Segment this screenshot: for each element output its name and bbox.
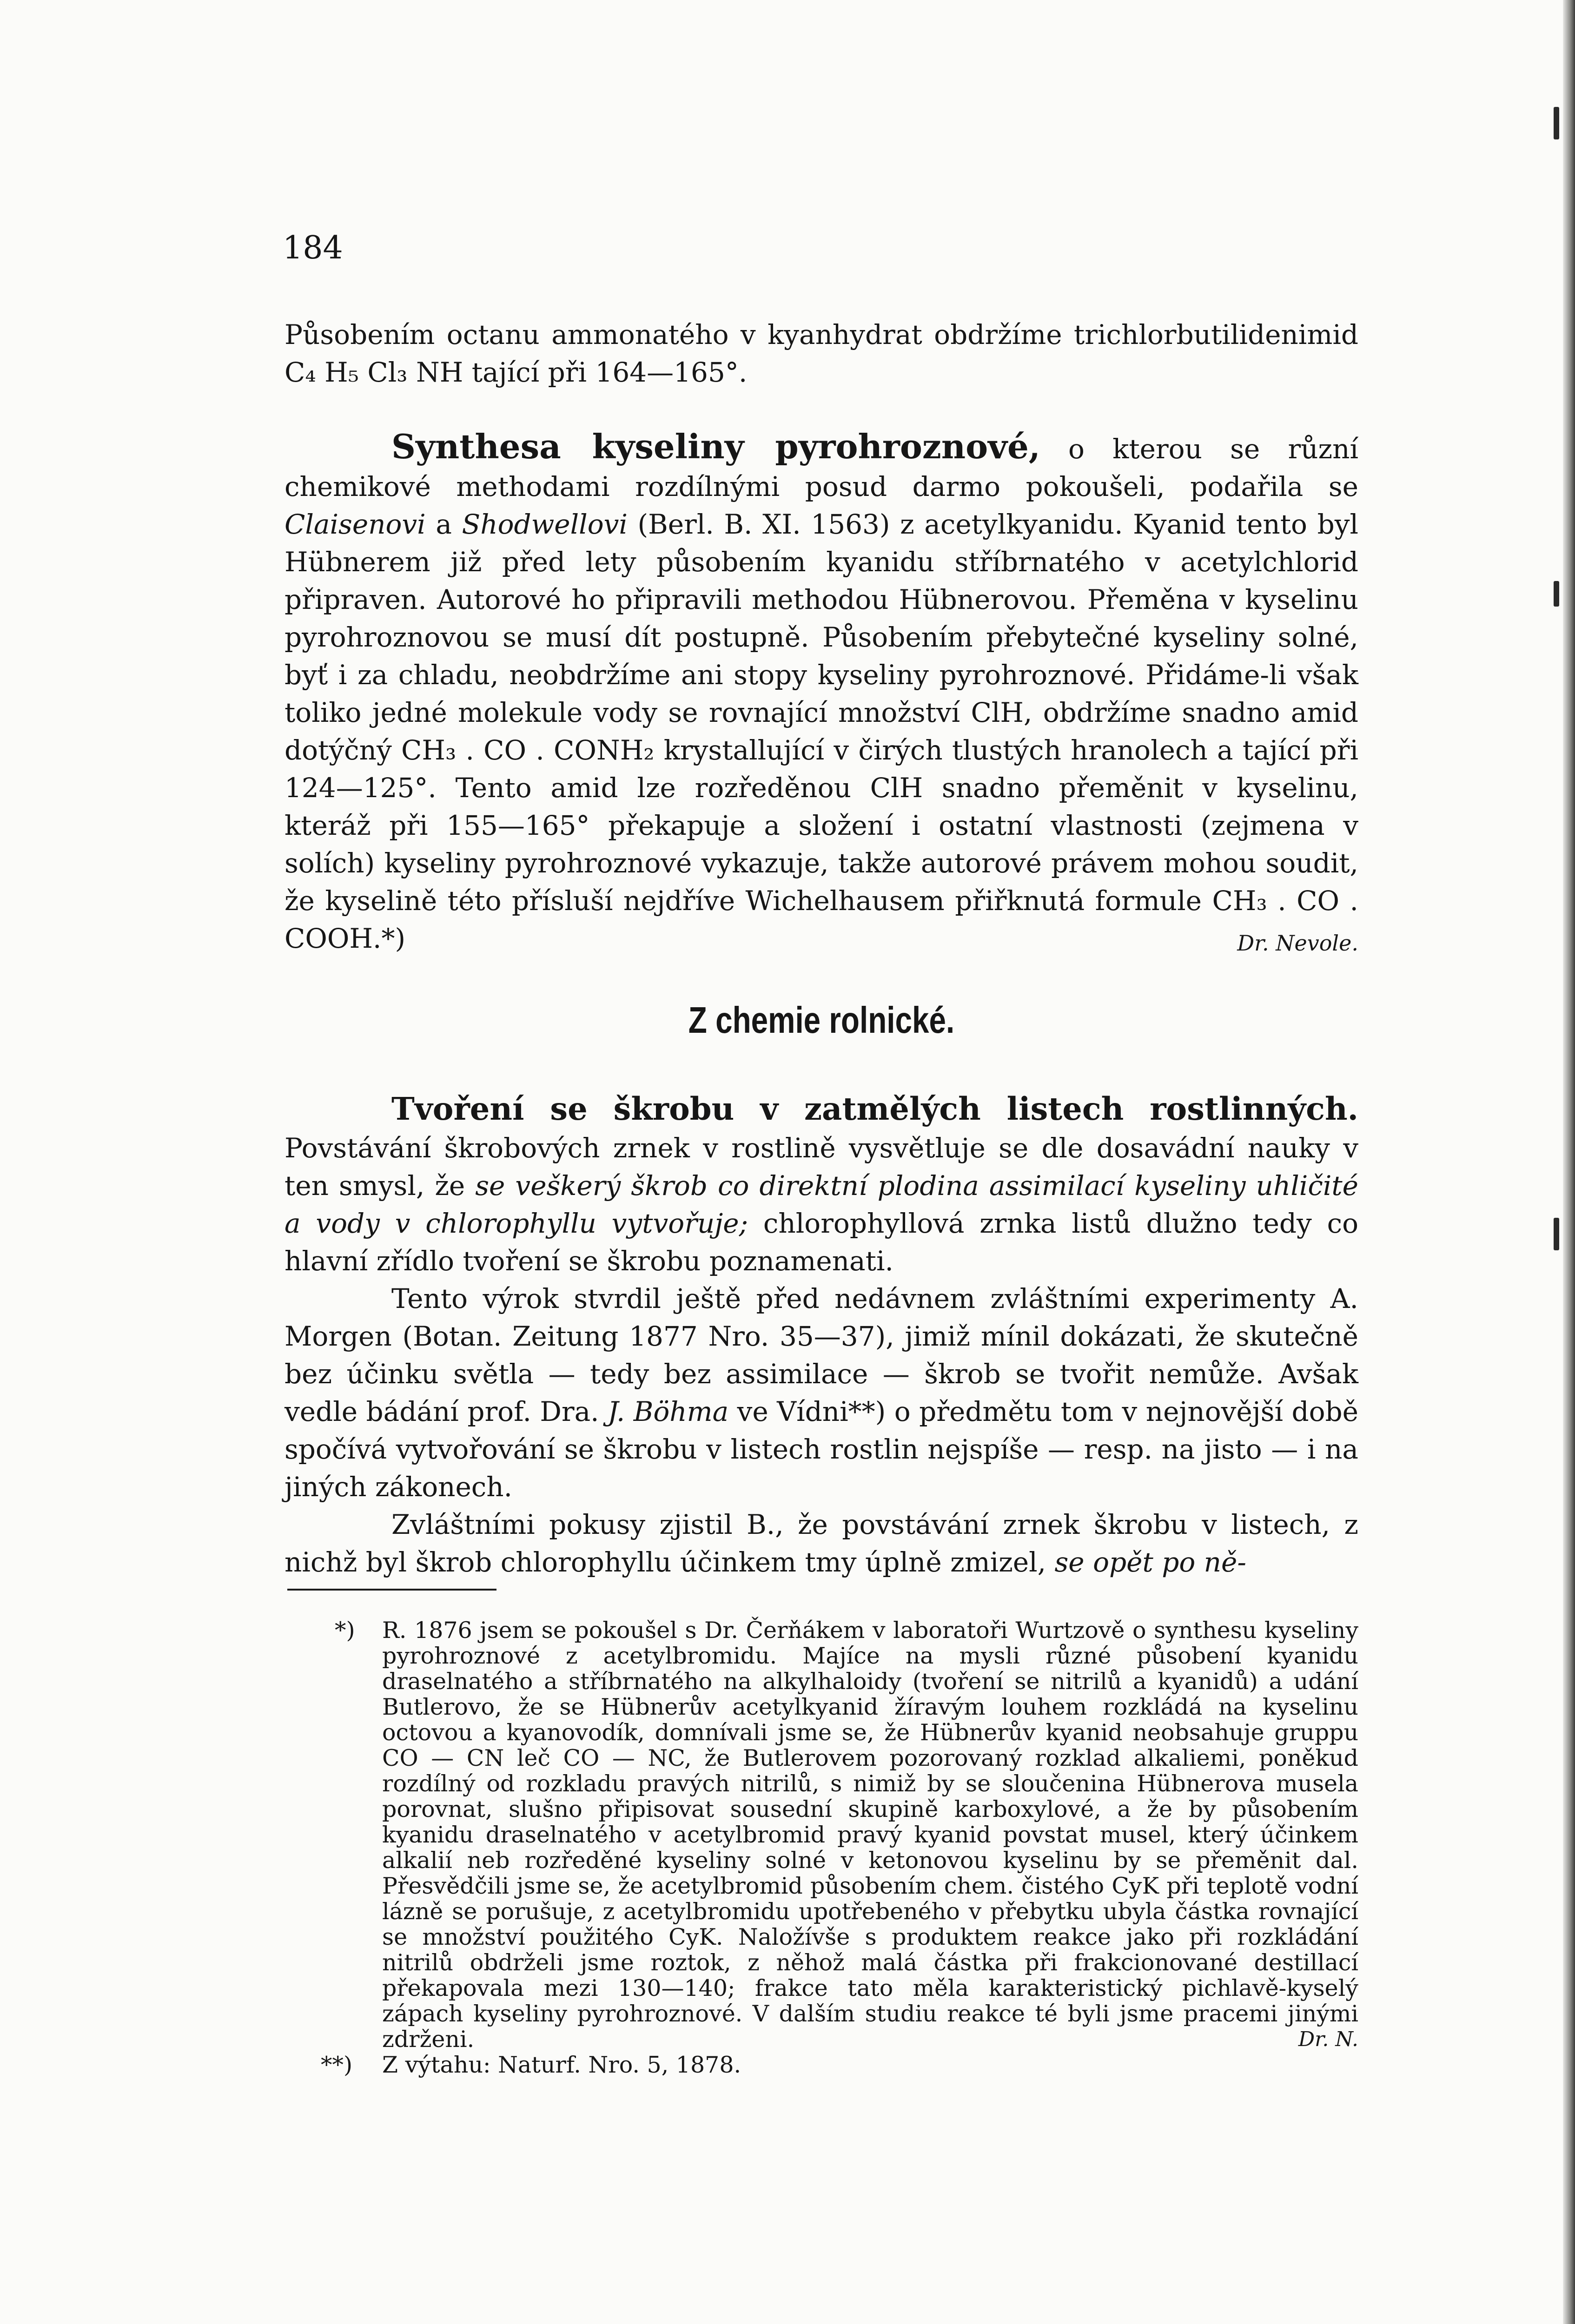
- starch-p3-emphasis: se opět po ně-: [1054, 1546, 1246, 1578]
- starch-p3-text-a: Zvláštními pokusy zjistil B., že povstávání zrnek škrobu v listech, z nichž byl škrob chlorophyllu účinkem tmy úplně zmizel,: [285, 1509, 1358, 1578]
- synthesis-paragraph: [285, 428, 1358, 957]
- footnote-rule: [287, 1589, 496, 1591]
- starch-paragraph-1: [285, 1090, 1358, 1280]
- synthesis-section: [285, 428, 1358, 962]
- signature-nevole: Dr. Nevole.: [1237, 931, 1358, 956]
- author-name-claisen: Claisenovi: [285, 508, 426, 540]
- starch-text-b: chlorophyllová zrnka listů dlužno tedy co hlavní zřídlo tvoření se škrobu poznamenati.: [285, 1208, 1358, 1277]
- starch-emphasis: se veškerý škrob co direktní plodina assimilací kyseliny uhličité a vody v chlorophyllu vytvořuje;: [285, 1170, 1359, 1239]
- synthesis-heading: Synthesa kyseliny pyrohroznové,: [391, 427, 1040, 466]
- footnote-2: [285, 2052, 1358, 2078]
- edge-mark: [1554, 107, 1559, 139]
- footnote-1: [285, 1618, 1358, 2052]
- footnote-1-mark: *): [335, 1617, 355, 1644]
- starch-section: [285, 1090, 1358, 1581]
- starch-paragraph-2: [285, 1280, 1358, 1506]
- section-title: Z chemie rolnické.: [688, 999, 955, 1041]
- author-name-shodwell: Shodwellovi: [462, 508, 628, 540]
- footnotes: [285, 1618, 1358, 2078]
- intro-paragraph: Působením octanu ammonatého v kyanhydrat obdržíme trichlorbutilidenimid C₄ H₅ Cl₃ NH tající při 164—165°.: [285, 319, 1358, 388]
- starch-p2-text-b: ve Vídni**) o předmětu tom v nejnovější době spočívá vytvořování se škrobu v listech rostlin nejspíše — resp. na jisto — i na jiných zákonech.: [285, 1396, 1359, 1503]
- starch-p2-text-a: Tento výrok stvrdil ještě před nedávnem zvláštními experimenty A. Morgen (Botan. Zeitung 1877 Nro. 35—37), jimiž mínil dokázati, že skutečně bez účinku světla — tedy bez assimilace — škrob se tvořit nemůže. Avšak vedle bádání prof. Dra.: [285, 1283, 1358, 1427]
- starch-heading: Tvoření se škrobu v zatmělých listech rostlinných.: [391, 1090, 1358, 1127]
- footnote-1-signature: Dr. N.: [1298, 2027, 1358, 2051]
- footnote-1-text: R. 1876 jsem se pokoušel s Dr. Čerňákem v laboratoři Wurtzově o synthesu kyseliny pyrohroznové z acetylbromidu. Majíce na mysli různé působení kyanidu draselnatého a stříbrnatého na alkylhaloidy (tvoření se nitrilů a kyanidů) a udání Butlerovo, že se Hübnerův acetylkyanid žíravým louhem rozkládá na kyselinu octovou a kyanovodík, domnívali jsme se, že Hübnerův kyanid neobsahuje gruppu CO — CN leč CO — NC, že Butlerovem pozorovaný rozklad alkaliemi, poněkud rozdílný od rozkladu pravých nitrilů, s nimiž by se sloučenina Hübnerova musela porovnat, slušno připisovat sousední skupině karboxylové, a že by působením kyanidu draselnatého v acetylbromid pravý kyanid povstat musel, který účinkem alkalií neb rozředěné kyseliny solné v ketonovou kyselinu by se přeměnit dal. Přesvědčili jsme se, že acetylbromid působením chem. čistého CyK při teplotě vodní lázně se porušuje, z acetylbromidu upotřebeného v přebytku ubyla částka rovnající se množství použitého CyK. Naložívše s produktem reakce jako při rozkládání nitrilů obdrželi jsme roztok, z něhož malá částka při frakcionované destillací překapovala mezi 130—140; frakce tato měla karakteristický pichlavě-kyselý zápach kyseliny pyrohroznové. V dalším studiu reakce té byli jsme pracemi jinými zdrženi.: [382, 1617, 1358, 2053]
- edge-mark: [1554, 1218, 1559, 1250]
- synthesis-text-b: a: [425, 508, 462, 540]
- page-number: 184: [283, 230, 343, 266]
- synthesis-text-a: o kterou se různí chemikové methodami rozdílnými posud darmo pokoušeli, podařila se: [285, 433, 1358, 502]
- footnote-2-text: Z výtahu: Naturf. Nro. 5, 1878.: [382, 2052, 741, 2078]
- footnote-2-mark: **): [321, 2052, 353, 2078]
- intro-paragraph-block: [285, 316, 1358, 391]
- author-name-bohm: J. Böhma: [608, 1396, 729, 1427]
- edge-mark: [1554, 581, 1559, 607]
- starch-text-a: Povstávání škrobových zrnek v rostlině vysvětluje se dle dosavádní nauky v ten smysl, že: [285, 1132, 1358, 1202]
- page-edge-shadow: [1563, 0, 1575, 2324]
- synthesis-text-c: (Berl. B. XI. 1563) z acetylkyanidu. Kyanid tento byl Hübnerem již před lety působením kyanidu stříbrnatého v acetylchlorid připraven. Autorové ho připravili methodou Hübnerovou. Přeměna v kyselinu pyrohroznovou se musí dít postupně. Působením přebytečné kyseliny solné, byť i za chladu, neobdržíme ani stopy kyseliny pyrohroznové. Přidáme-li však toliko jedné molekule vody se rovnající množství ClH, obdržíme snadno amid dotýčný CH₃ . CO . CONH₂ krystallující v čirých tlustých hranolech a tající při 124—125°. Tento amid lze rozředěnou ClH snadno přeměnit v kyselinu, kteráž při 155—165° překapuje a složení i ostatní vlastnosti (zejmena v solích) kyseliny pyrohroznové vykazuje, takže autorové právem mohou soudit, že kyselině této přísluší nejdříve Wichelhausem přiřknutá formule CH₃ . CO . COOH.*): [285, 508, 1359, 954]
- starch-paragraph-3: [285, 1506, 1358, 1581]
